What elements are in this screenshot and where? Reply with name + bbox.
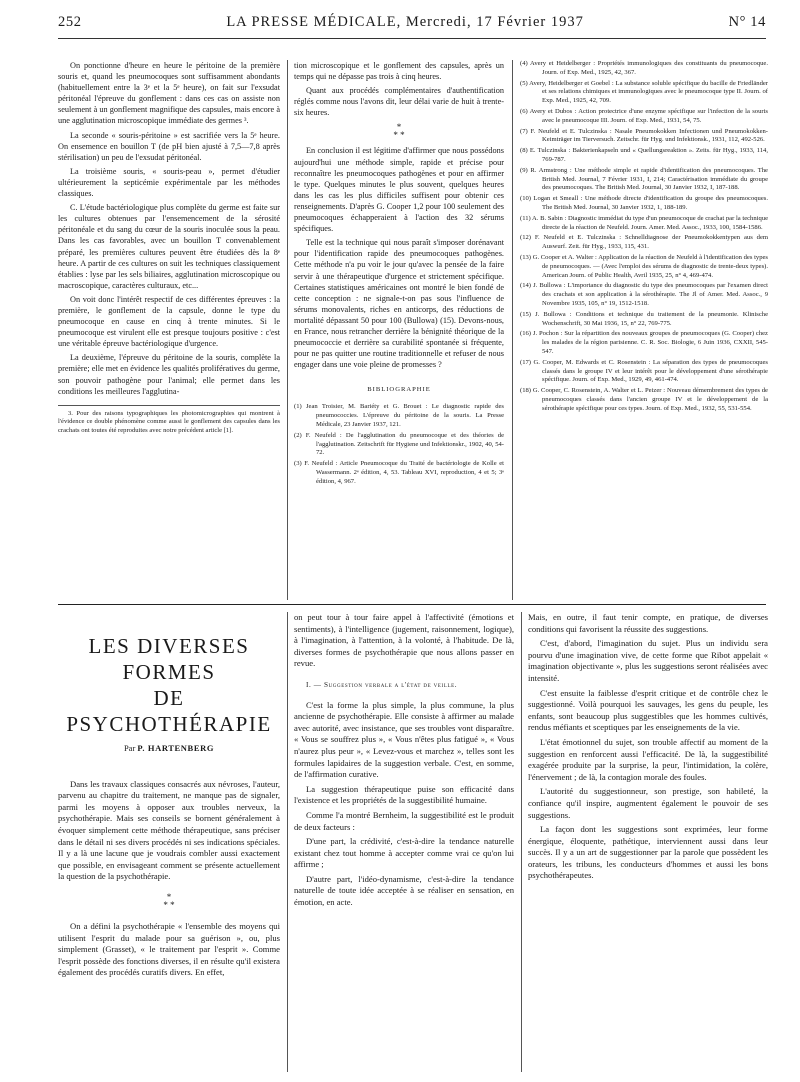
reference-number: (9) (520, 166, 531, 174)
paragraph: D'une part, la crédivité, c'est-à-dire la tendance naturelle existant chez tout homme à accepter comme vrai ce qu'on lui affirme ; (294, 836, 514, 870)
paragraph: C. L'étude bactériologique plus complète du germe est faite sur les cultures obtenues par l'ensemencement de la sérosité péritonéale et du sang du cœur de la souris inoculée sous la peau. Dans les cas favorables, avec un bouillon T convenablement préparé, les premières cultures peuvent être étudiées dès la 8ᵉ heure. A partir de ces cultures on suit les techniques classiquement établies : lyse par les sels biliaires, agglutination microscopique ou macroscopique, caractères culturaux, etc... (58, 203, 280, 290)
reference-text: G. Cooper, M. Edwards et C. Rosenstein : La séparation des types de pneumocoques classés dans le groupe IV et leur intérêt pour le développement d'une sérothérapie spécifique. Journ. of Exp. Med., 1929, 49, 461-474. (533, 358, 768, 384)
reference-number: (4) (520, 60, 531, 67)
section-ornament: * * * (163, 891, 175, 910)
reference-text: Avery et Dubos : Action protectrice d'une enzyme spécifique sur l'infection de la souris avec le pneumocoque III. Journ. of Exp. Med., 1931, 54, 75. (529, 107, 768, 124)
paragraph: Comme l'a montré Bernheim, la suggestibilité est le produit de deux facteurs : (294, 809, 514, 832)
reference-text: G. Cooper, C. Rosenstein, A. Walter et L. Peizer : Nouveau démembrement des types de pneumocoques classés dans l'ancien groupe IV et le développement de la sérothérapie spécifique pour ces types. Journ. of Exp. Med., 1932, 55, 531-554. (532, 387, 768, 412)
reference-text: F. Neufeld : Article Pneumocoque du Traité de bactériologie de Kolle et Wassermann. 2ᵉ édition, 4, 53. Tableau XVI, reproduction, 4 et 5; 3ᵉ édition, 4, 967. (304, 460, 504, 485)
paragraph: L'état émotionnel du sujet, son trouble affectif au moment de la suggestion en renforcent aussi l'efficacité. De là, la suggestibilité exagérée produite par la surprise, la peur, l'intimidation, la colère, l'énervement ; de là, la contagion morale des foules. (528, 736, 768, 782)
paragraph: Dans les travaux classiques consacrés aux névroses, l'auteur, parvenu au chapitre du traitement, ne manque pas de signaler, parmi les moyens à opposer aux troubles nerveux, la psychothérapie. Mais ses conseils se bornent généralement à évoquer simplement cette méthode thérapeutique, sans préciser dans le détail ni ses divers procédés ni ses indications spéciales. Il y a là une lacune que je voudrais combler aussi exactement que possible, en envisageant comment se présente actuellement la question de la psychothérapie. (58, 778, 280, 882)
reference-text: F. Neufeld : De l'agglutination du pneumocoque et des théories de l'agglutination. Zeitschrift für Hygiene und Infektionskr., 1902, 40, 54-72. (305, 431, 504, 457)
reference-text: A. B. Sabin : Diagnostic immédiat du type d'un pneumocoque de crachat par la technique directe de la réaction de Neufeld. Journ. Amer. Med. Assoc., 1933, 100, 1584-1586. (532, 214, 768, 231)
reference-number: (6) (520, 107, 530, 115)
reference-number: (10) (520, 195, 534, 203)
reference-item (520, 282, 768, 308)
article-column-1 (58, 633, 280, 982)
section-divider (58, 604, 766, 605)
column-divider (521, 612, 522, 1072)
reference-list (520, 60, 768, 413)
reference-item (520, 128, 768, 146)
article-column-3 (528, 612, 768, 885)
footnote-text: 3. Pour des raisons typographiques les photomicrographies qui montrent à l'évidence ce double phénomène comme aussi le gonflement des capsules dans les crachats ont toutes été reproduites avec notre précédent article [1]. (58, 409, 280, 434)
reference-item (520, 167, 768, 193)
reference-item (520, 80, 768, 106)
reference-item (520, 60, 768, 78)
paragraph: C'est ensuite la faiblesse d'esprit critique et de contrôle chez le suggestionné. Voilà pourquoi les sauvages, les gens du peuple, les enfants, sont beaucoup plus suggestibles que les hommes cultivés, rendus méfiants et sceptiques par les enseignements de la vie. (528, 687, 768, 733)
reference-item (520, 311, 768, 329)
paragraph: C'est la forme la plus simple, la plus commune, la plus ancienne de psychothérapie. Elle consiste à affirmer au malade avec autorité, avec insistance, que ses troubles vont disparaître. « Vous se souffrez plus », « Vous n'êtes plus fatigué », « Vous n'aurez plus peur », « Levez-vous et marchez », telles sont les formules lapidaires de la suggestion verbale. C'est, en somme, de l'affirmation curative. (294, 699, 514, 780)
paragraph: On voit donc l'intérêt respectif de ces différentes épreuves : la première, le gonflement de la capsule, donne le type du pneumocoque en cause en cinq à trente minutes. Si le pneumocoque est virulent elle est presque toujours positive : c'est une véritable épreuve bactériologique d'urgence. (58, 294, 280, 349)
reference-text: Jean Troisier, M. Bariéty et G. Brouet : Le diagnostic rapide des pneumococcies. L'épreuve du péritoine de la souris. La Presse Médicale, 23 Janvier 1937, 121. (305, 403, 504, 429)
reference-number: (11) (520, 214, 533, 222)
reference-item (294, 432, 504, 458)
reference-item (520, 330, 768, 356)
reference-item (520, 254, 768, 280)
byline-prefix: Par (123, 743, 138, 753)
reference-text: Avery, Heidelberger et Goebel : La substance soluble spécifique du bacille de Friedländer et ses relations chimiques et immunologiques avec le pneumocoque type II. Journ. of Exp. Med., 1925, 42, 709. (529, 79, 768, 105)
paragraph: On ponctionne d'heure en heure le péritoine de la première souris et, quand les pneumocoques sont suffisamment abondants (habituellement entre la 3ᵉ et la 5ᵉ heure), on fait sur l'exsudat péritonéal l'épreuve du gonflement : dans ces cas on assiste non seulement à un gonflement magnifique des capsules, mais encore à une agglutination microscopique immédiate des germes ³. (58, 61, 280, 126)
column-divider (287, 60, 288, 600)
reference-number: (8) (520, 147, 530, 155)
paragraph: on peut tour à tour faire appel à l'affectivité (émotions et sentiments), à l'intelligence (jugement, raisonnement, logique), à l'imagination, à l'attention, à la volonté, à l'habitude. De là, diverses formes de psychothérapie que nous allons passer en revue. (294, 612, 514, 669)
paragraph: tion microscopique et le gonflement des capsules, après un temps qui ne dépasse pas trois à cinq heures. (294, 61, 504, 82)
reference-number: (14) (520, 282, 534, 290)
paragraph: Quant aux procédés complémentaires d'authentification réglés comme nous l'avons dit, leur délai varie de huit à trente-six heures. (294, 86, 504, 118)
paragraph: D'autre part, l'idéo-dynamisme, c'est-à-dire la tendance naturelle de toute idée acceptée à se réaliser en sensation, en émotion, en acte. (294, 873, 514, 908)
paragraph: La troisième souris, « souris-peau », permet d'étudier ultérieurement la septicémie expérimentale par les méthodes classiques. (58, 166, 280, 199)
article-title-line-2: DE PSYCHOTHÉRAPIE (66, 686, 272, 736)
reference-number: (5) (520, 79, 530, 87)
article-column-2 (294, 612, 514, 912)
reference-text: J. Pochon : Sur la répartition des nouveaux groupes de pneumocoques (G. Cooper) chez les malades de la région parisienne. C. R. Soc. Biologie, 6 Juin 1936, CXXII, 545-547. (532, 330, 768, 355)
paragraph: La façon dont les suggestions sont exprimées, leur forme énergique, éloquente, pathétique, interviennent aussi dans leur succès. Il y a un art de suggestionner par la parole que possèdent les orateurs, les tribuns, les conducteurs d'hommes et aussi les bons psychothérapeutes. (528, 824, 768, 881)
bibliography-heading: BIBLIOGRAPHIE (367, 386, 431, 394)
column-divider (512, 60, 513, 600)
reference-text: R. Armstrong : Une méthode simple et rapide d'identification des pneumocoques. The British Med. Journal, 7 Février 1931, I, 214; Caractérisation immédiate du groupe des pneumocoques. The British Med. Journal, 30 Janvier 1932, I, 187-188. (530, 166, 768, 192)
section-ornament: * * * (393, 122, 405, 141)
footnote (58, 405, 280, 436)
issue-number: N° 14 (728, 14, 766, 30)
reference-number: (17) (520, 358, 534, 366)
page-header (58, 14, 766, 36)
reference-text: F. Neufeld et E. Tulczinska : Schnelldiagnose der Pneumokokkentypen aus dem Auswurf. Zeit. für Hyg., 1933, 115, 431. (534, 234, 768, 251)
header-rule (58, 38, 766, 39)
paragraph: L'autorité du suggestionneur, son prestige, son habileté, la confiance qu'il inspire, augmentent également le pouvoir de ses suggestions. (528, 786, 768, 820)
reference-item (294, 460, 504, 486)
reference-number: (18) (520, 387, 533, 395)
reference-text: Avery et Heidelberger : Propriétés immunologiques des constituants du pneumocoque. Journ. of Exp. Med., 1925, 42, 367. (530, 60, 768, 76)
reference-list (294, 403, 504, 486)
reference-item (520, 108, 768, 126)
reference-item (520, 359, 768, 385)
byline (58, 743, 280, 755)
reference-number: (16) (520, 330, 533, 338)
reference-number: (7) (520, 127, 531, 135)
article-title-line-1: LES DIVERSES FORMES (88, 634, 250, 684)
paragraph: Telle est la technique qui nous paraît s'imposer dorénavant pour l'identification rapide des pneumocoques pathogènes. Cette méthode n'a pu voir le jour qu'avec la pensée de la faire servir à une thérapeutique d'urgence et strictement spécifique. Certaines statistiques américaines ont montré le bien fondé de cette conception : ne signale-t-on pas sous l'influence de sérums monovalents, riches en anticorps, des réductions de mortalité dépassant 50 pour 100 (Bullowa) (15). Devons-nous, en France, nous retrancher derrière la bénignité théorique de la pneumococcie et derrière sa curabilité spontanée si fréquente, pour ne pas quitter une routine traditionnelle et refuser de nous engager dans une voie pleine de promesses ? (294, 238, 504, 370)
reference-text: J. Bullowa : L'importance du diagnostic du type des pneumocoques par l'examen direct des crachats et son application à la sérothérapie. The Jl of Amer. Med. Assoc., 9 Novembre 1935, 105, n° 19, 1512-1518. (533, 282, 769, 307)
paragraph: On a défini la psychothérapie « l'ensemble des moyens qui utilisent l'esprit du malade pour sa guérison », ou, plus simplement (Grasset), « le traitement par l'esprit ». Comme l'esprit possède des fonctions diverses, il en résulte qu'il existera également des procédés curatifs divers. En effet, (58, 920, 280, 978)
top-column-2 (294, 60, 504, 489)
reference-number: (12) (520, 234, 535, 242)
reference-number: (3) (294, 460, 305, 468)
paragraph: Mais, en outre, il faut tenir compte, en pratique, de diverses conditions qui favorisent la réussite des suggestions. (528, 612, 768, 634)
top-column-1 (58, 60, 280, 436)
reference-item (520, 147, 768, 165)
reference-text: J. Bullowa : Conditions et technique du traitement de la pneumonie. Klinische Wochenschrift, 30 Mai 1936, 15, n° 22, 769-775. (535, 310, 768, 327)
reference-item (520, 387, 768, 413)
reference-number: (13) (520, 253, 533, 261)
reference-item (520, 215, 768, 233)
reference-item (294, 403, 504, 429)
reference-text: Logan et Smeall : Une méthode directe d'identification du groupe des pneumocoques. The British Med. Journal, 30 Janvier 1932, 1, 188-189. (533, 195, 769, 211)
paragraph: La deuxième, l'épreuve du péritoine de la souris, complète la première; elle met en évidence les qualités prolifératives du germe, son pouvoir pathogène pour l'animal; elle permet dans les conditions les meilleures l'agglutina- (58, 353, 280, 396)
reference-item (520, 195, 768, 213)
top-column-3 (520, 60, 768, 415)
reference-text: F. Neufeld et E. Tulczinska : Nasale Pneumokokken Infectionen und Pneumokokken-Keimträger im Tierversuch. Zeitschr. für Hyg. und Infektionsk., 1931, 112, 492-526. (530, 127, 768, 144)
author-name: P. HARTENBERG (137, 743, 215, 753)
publication-title: LA PRESSE MÉDICALE, Mercredi, 17 Février 1937 (226, 14, 584, 30)
paragraph: C'est, d'abord, l'imagination du sujet. Plus un individu sera pourvu d'une imagination vive, de cette forme que Ribot appelait « imagination objectivante », plus les suggestions seront réalisées avec intensité. (528, 638, 768, 683)
reference-text: G. Cooper et A. Walter : Application de la réaction de Neufeld à l'identification des types de pneumocoques. — (Avec l'emploi des sérums de diagnostic de trente-deux types). American Journ. of Public Health, Avril 1935, 25, n° 4, 469-474. (532, 253, 768, 279)
column-divider (287, 612, 288, 1072)
reference-number: (1) (294, 403, 306, 411)
reference-number: (2) (294, 431, 306, 439)
reference-number: (15) (520, 310, 536, 318)
reference-item (520, 234, 768, 252)
section-heading: I. — Suggestion verbale a l'état de veille. (306, 680, 458, 689)
paragraph: En conclusion il est légitime d'affirmer que nous possédons aujourd'hui une méthode simple, rapide et précise pour reconnaître les pneumocoques pathogènes et pour en affirmer le type. Quelques minutes le plus souvent, quelques heures dans les cas les plus difficiles suffisent pour obtenir ces renseignements. D'après G. Cooper 1,2 pour 100 seulement des pneumocoques échapperaient à l'action des 32 sérums spécifiques. (294, 146, 504, 234)
page-number: 252 (58, 14, 82, 30)
reference-text: E. Tulczinska : Bakterienkapseln und « Quellungsreaktion ». Zeits. für Hyg., 1933, 114, 769-787. (529, 147, 768, 163)
paragraph: La suggestion thérapeutique puise son efficacité dans l'existence et les propriétés de la suggestibilité humaine. (294, 783, 514, 806)
paragraph: La seconde « souris-péritoine » est sacrifiée vers la 5ᵉ heure. On ensemence en bouillon T (de pH bien ajusté à 7,5—7,8 après stérilisation) un peu de l'exsudat péritonéal. (58, 130, 280, 162)
